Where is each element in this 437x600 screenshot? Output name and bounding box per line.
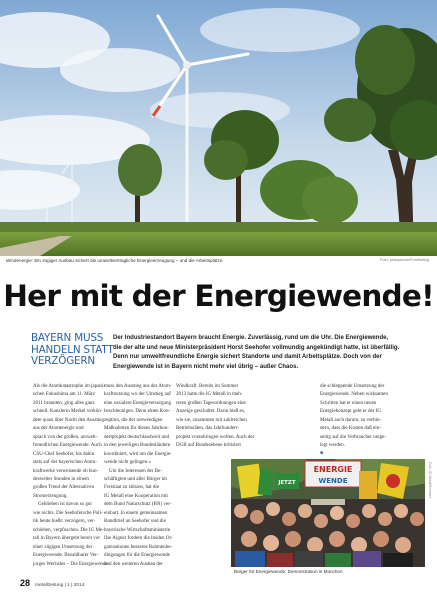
text-line: jorges Wechsles – Die Energiewende (33, 560, 108, 567)
lead-line: Energiewende ist in Bayern nicht mehr viel übrig – außer Chaos. (113, 363, 299, 370)
body-column-1 (33, 382, 108, 568)
text-line: Betriebsräten, das Jahrhundert- (176, 425, 239, 432)
text-line: Als die Atomkatastrophe im japani- (33, 383, 106, 389)
text-line: 2013 hatte die IG Metall in meh- (176, 391, 243, 398)
lead-line: die der alte und neue Ministerpräsident Horst Seehofer vollmundig angekündigt hatte, ist überfällig. (113, 344, 400, 351)
text-line: zeption, die der notwendigen (104, 416, 163, 423)
text-line: Um die Interessen der Be- (109, 467, 162, 474)
text-line: dem Bund Naturschutz (BN) ver- (104, 501, 172, 508)
text-line: Schritten hat er einen neuen (320, 399, 377, 406)
text-line: freundlichen Energiewende. Auch (33, 442, 102, 449)
text-line: wie nichts. Die Seehofersche Poli- (33, 509, 103, 516)
text-line: Windkraft. Bereits im Sommer (176, 383, 239, 389)
text-line: seitig auf die Verbraucher umge- (320, 433, 387, 440)
text-line: wende nicht gelingen.« (104, 459, 151, 466)
text-line: ganisationen besseres Rahmenbe- (104, 543, 173, 550)
text-line: dete quasi über Nacht den Ausstieg (33, 416, 105, 423)
kicker-line: VERZÖGERN (31, 355, 95, 367)
banner-text-2: WENDE (318, 477, 348, 485)
banner-text: ENERGIE (313, 465, 353, 474)
text-line: kraftwerke verweisende ob bun- (33, 467, 99, 474)
text-line: tall in Bayern übergeht bereit vor (33, 535, 101, 542)
sign-text: JETZT (278, 480, 296, 486)
text-line: Stromerzeugung. (33, 492, 68, 499)
text-line: schnell. Kanzlerin Merkel verkün- (33, 408, 103, 415)
text-line: großen Trend der Alternativen (33, 484, 94, 491)
kicker-line: HANDELN STATT (31, 343, 114, 356)
text-line: Ilse Aigner fordern die beiden Or- (104, 535, 173, 542)
text-line: projekt voranbringen wollen. Auch der (176, 433, 255, 440)
text-line: stets auf der bayerischen Atom- (33, 459, 97, 466)
photo-credit: Foto: plainpicture/Fotofeeling (380, 258, 429, 262)
text-line: IG Metall eine Kooperation mit (104, 492, 168, 499)
text-line: Energiewende. Bezahlbarer Ver- (33, 552, 99, 559)
text-line: muss den Ausstieg aus der Atom- (104, 383, 172, 389)
text-line: Energiekonzept geht er der IG (320, 408, 382, 415)
text-line: schäftigten und aller Bürger im (104, 475, 167, 482)
text-line: dertprojekt deutschlandweit und (104, 433, 170, 440)
text-line (320, 441, 382, 458)
text-fragment: legt werden. (320, 442, 345, 449)
hero-photo (0, 0, 437, 256)
text-line: DGB auf Bundesebene kritisiert (176, 442, 241, 449)
text-line: Rundbrief an Seehofer und die (104, 518, 166, 525)
demonstration-photo (231, 459, 425, 567)
text-line: eine sozialere Energieversorgung (104, 399, 172, 406)
text-line: CSU-Chef Seehofer, bis dahin (33, 450, 95, 457)
text-line: tik heute hießt: verzögern, ver- (33, 518, 96, 525)
text-line: in den jeweiligen Bundesländern (104, 442, 171, 449)
text-line: desweiter Stunden in einem (33, 475, 89, 482)
text-line: bayerische Wirtschaftsministerin (104, 526, 171, 533)
text-line: einbart. In einem gemeinsamen (104, 509, 168, 516)
text-line: aus der Atomenergie und (33, 425, 84, 432)
text-line: Anzeige geschaltet. Darin hieß es, (176, 408, 245, 415)
text-line: schen Fukushima am 11. März (33, 391, 95, 398)
page-footer (20, 578, 84, 588)
text-line: 2011 brannten, ging alles ganz (33, 399, 95, 406)
text-line: Geblieben ist davon so gut (38, 501, 92, 508)
article-lead (113, 334, 416, 372)
magazine-name: metallzeitung | 1 | 2014 (34, 583, 85, 588)
text-line: Maßnahmen für dieses Jahrhun- (104, 425, 169, 432)
text-line: dingungen für die Energiewende (104, 552, 170, 559)
text-line: dern, dass die Kosten daß ein- (320, 425, 381, 432)
demonstration-image (231, 459, 425, 567)
body-column-2 (104, 382, 173, 568)
lead-line: Der Industriestandort Bayern braucht Energie. Zuverlässig, rund um die Uhr. Die Energiewende, (113, 335, 389, 341)
text-line: Freistaat zu stützen, hat die (104, 484, 160, 491)
text-line: reren großen Tagesordnungen eine (176, 399, 246, 406)
text-line: kraftnutzung wo der Umstieg auf (104, 391, 171, 398)
text-line: und den weiteren Ausbau der (104, 560, 163, 567)
page-number: 28 (20, 578, 31, 588)
end-mark-icon: ■ (320, 450, 324, 456)
kicker-line: BAYERN MUSS (31, 332, 104, 344)
demo-photo-credit: Foto: IG Metall/Schwarz (428, 462, 432, 499)
text-line: einer zügigen Umsetzung der (33, 543, 93, 550)
body-column-4 (320, 382, 388, 458)
text-line: schieben, verpfuschen. Die IG Me- (33, 526, 104, 533)
article-kicker (31, 332, 114, 368)
hero-caption: Windenergie: Ein zügiger Ausbau sichert die umweltverträgliche Energieerzeugung – und die Arbeitsplätze. (6, 258, 224, 263)
text-line: wie sie, zusammen mit zahlreichen (176, 416, 247, 423)
body-column-3 (176, 382, 255, 450)
text-line: beschleunigen. Denn einen Kon- (104, 408, 171, 415)
text-line: Metall auch darum, zu verhin- (320, 416, 382, 423)
text-line: Energiewende. Neben wirksamen (320, 391, 388, 398)
text-line: koordiniert, wird um die Energie- (104, 450, 172, 457)
wind-turbine-landscape-image (0, 0, 437, 256)
demo-caption: Bürger für Energiewende: Demonstration in München (234, 569, 343, 574)
text-line: die schleppende Umsetzung der (320, 383, 385, 389)
text-line: sprach von der großen, umwelt- (33, 433, 98, 440)
article-headline: Her mit der Energiewende! (3, 279, 434, 313)
lead-line: Denn nur umweltfreundliche Energie sichert Standorte und damit Arbeitsplätze. Doch von der (113, 354, 382, 361)
